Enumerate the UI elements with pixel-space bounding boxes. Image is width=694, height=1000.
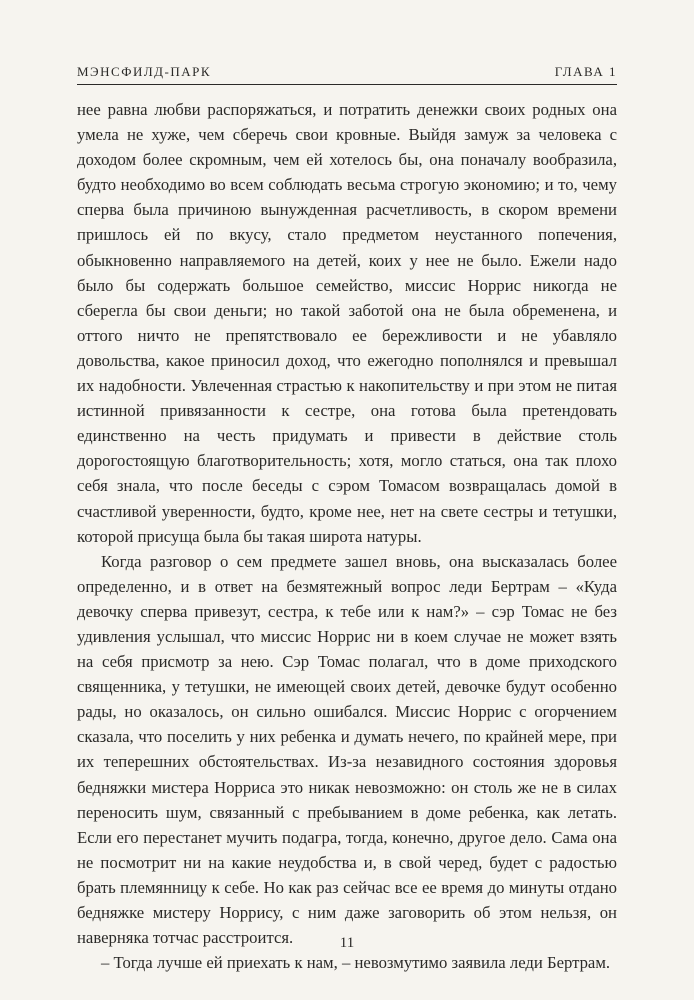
paragraph-1: нее равна любви распоряжаться, и потратить денежки своих родных она умела не хуже, чем сберечь свои кровные. Выйдя замуж за человека с доходом более скромным, чем ей хотелось бы, она поначалу вообразила, будто необходимо во всем соблюдать весьма строгую экономию; и то, чему сперва была причиною вынужденная расчетливость, в скором времени пришлось ей по вкусу, стало предметом неустанного попечения, обыкновенно направляемого на детей, коих у нее не было. Ежели надо было бы содержать большое семейство, миссис Норрис никогда не сберегла бы свои деньги; но такой заботой она не была обременена, и оттого ничто не препятствовало ее бережливости и не убавляло довольства, какое приносил доход, что ежегодно пополнялся и превышал их надобности. Увлеченная страстью к накопительству и при этом не питая истинной привязанности к сестре, она готова была претендовать единственно на честь придумать и привести в действие столь дорогостоящую благотворительность; хотя, могло статься, она так плохо себя знала, что после беседы с сэром Томасом возвращалась домой в счастливой уверенности, будто, кроме нее, нет на свете сестры и тетушки, которой присуща была бы такая широта натуры. xyxy=(77,100,617,546)
running-header-book-title: МЭНСФИЛД-ПАРК xyxy=(77,64,212,79)
running-header xyxy=(77,62,617,85)
paragraph-2: Когда разговор о сем предмете зашел вновь, она высказалась более определенно, и в ответ на безмятежный вопрос леди Бертрам – «Куда девочку сперва привезут, сестра, к тебе или к нам?» – сэр Томас не без удивления услышал, что миссис Норрис ни в коем случае не может взять на себя присмотр за нею. Сэр Томас полагал, что в доме приходского священника, у тетушки, не имеющей своих детей, девочке будут особенно рады, но оказалось, он сильно ошибался. Миссис Норрис с огорчением сказала, что поселить у них ребенка и думать нечего, по крайней мере, при их теперешних обстоятельствах. Из-за незавидного состояния здоровья бедняжки мистера Норриса это никак невозможно: он столь же не в силах переносить шум, связанный с пребыванием в доме ребенка, как летать. Если его перестанет мучить подагра, тогда, конечно, другое дело. Сама она не посмотрит ни на какие неудобства и, в свой черед, будет с радостью брать племянницу к себе. Но как раз сейчас все ее время до минуты отдано бедняжке мистеру Норрису, с ним даже заговорить об этом нельзя, он наверняка тотчас расстроится. xyxy=(77,551,617,948)
body-text xyxy=(77,97,617,975)
paragraph-3: – Тогда лучше ей приехать к нам, – невозмутимо заявила леди Бертрам. xyxy=(101,953,611,973)
running-header-chapter: ГЛАВА 1 xyxy=(554,64,617,79)
page-number: 11 xyxy=(339,935,355,951)
